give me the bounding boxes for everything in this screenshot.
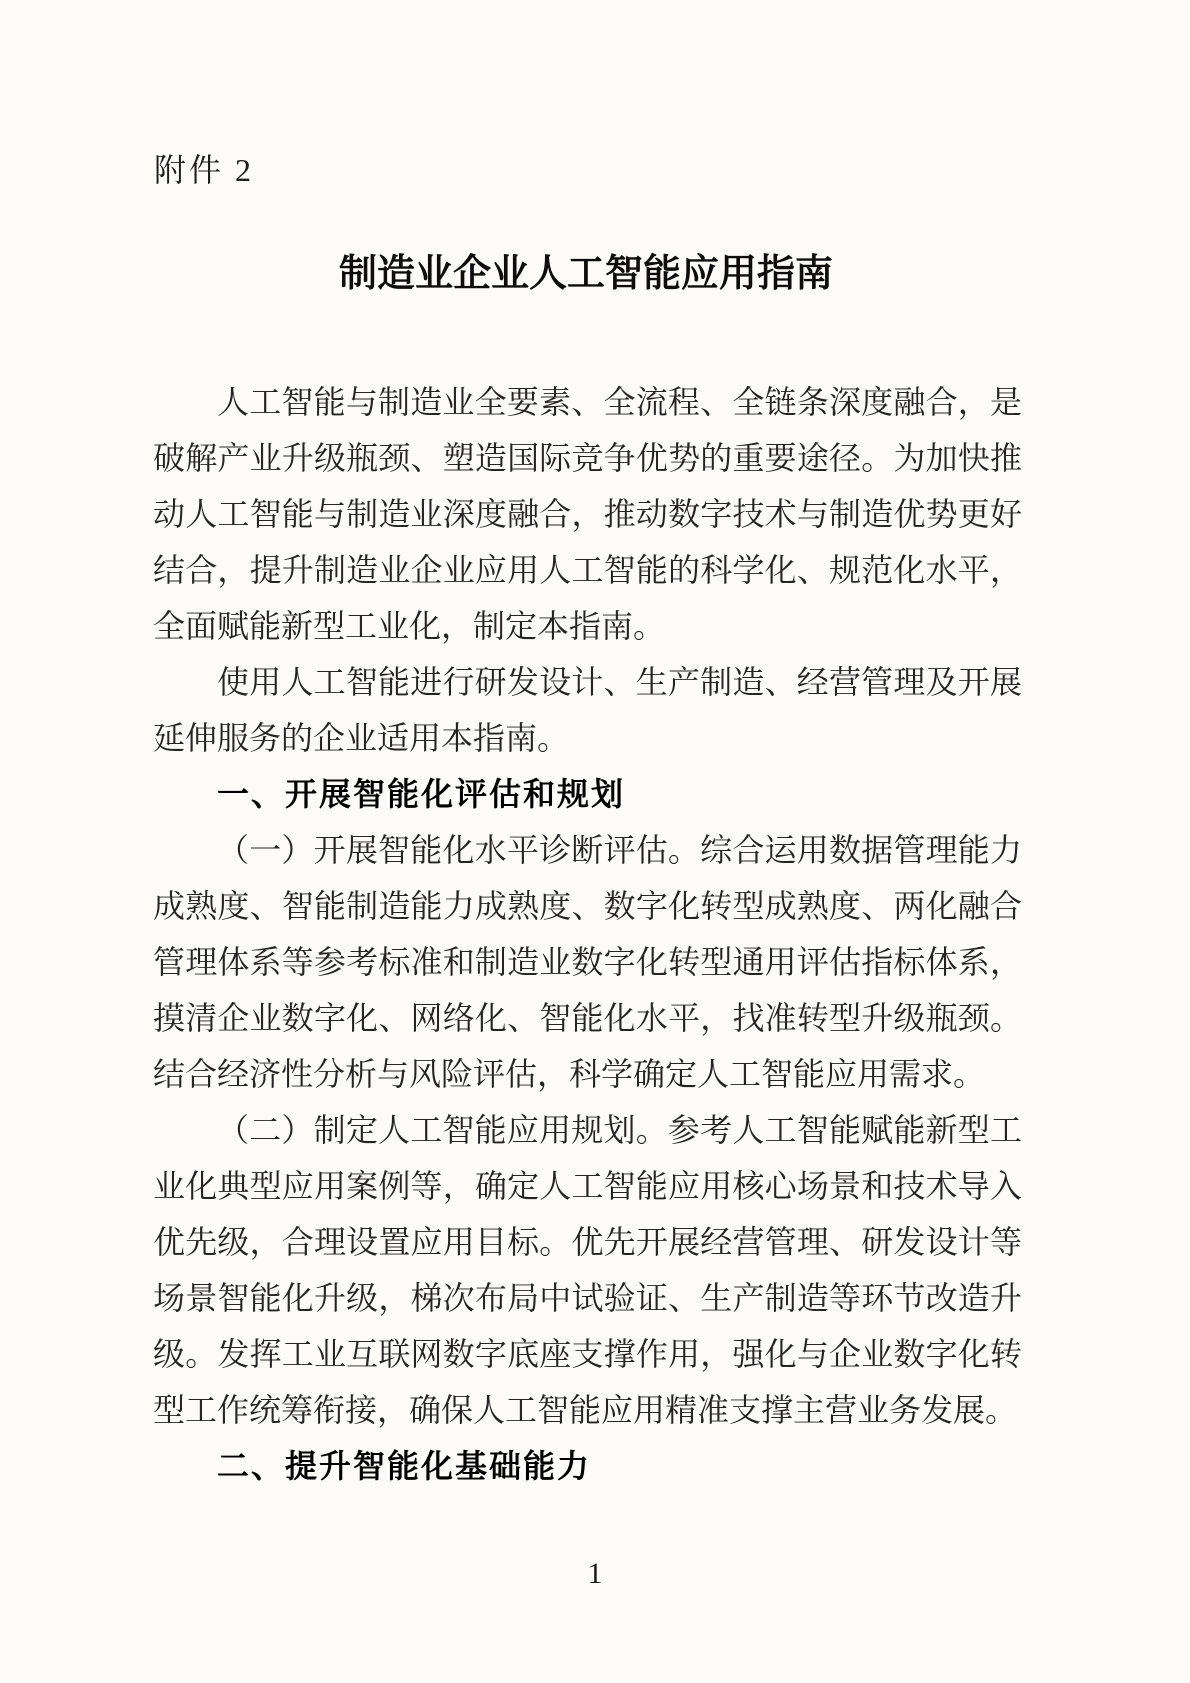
body-line: 全面赋能新型工业化，制定本指南。 xyxy=(153,608,666,644)
document-title: 制造业企业人工智能应用指南 xyxy=(338,253,833,295)
attachment-label: 附件 2 xyxy=(154,152,255,188)
body-line: （二）制定人工智能应用规划。参考人工智能赋能新型工 xyxy=(217,1112,1022,1148)
page-number: 1 xyxy=(587,1557,603,1590)
body-line: 动人工智能与制造业深度融合，推动数字技术与制造优势更好 xyxy=(153,496,1022,532)
body-line: 场景智能化升级，梯次布局中试验证、生产制造等环节改造升 xyxy=(153,1280,1022,1316)
body-line: 优先级，合理设置应用目标。优先开展经营管理、研发设计等 xyxy=(153,1224,1022,1260)
body-line: 人工智能与制造业全要素、全流程、全链条深度融合，是 xyxy=(217,384,1022,420)
body-line: 破解产业升级瓶颈、塑造国际竞争优势的重要途径。为加快推 xyxy=(153,440,1022,476)
body-line: 管理体系等参考标准和制造业数字化转型通用评估指标体系， xyxy=(153,944,1022,980)
document-body xyxy=(153,374,1022,1494)
body-line: 使用人工智能进行研发设计、生产制造、经营管理及开展 xyxy=(217,664,1022,700)
body-line: 成熟度、智能制造能力成熟度、数字化转型成熟度、两化融合 xyxy=(153,888,1022,924)
body-line: 摸清企业数字化、网络化、智能化水平，找准转型升级瓶颈。 xyxy=(153,1000,1022,1036)
body-line: 结合，提升制造业企业应用人工智能的科学化、规范化水平， xyxy=(153,552,1022,588)
body-line: 级。发挥工业互联网数字底座支撑作用，强化与企业数字化转 xyxy=(153,1336,1022,1372)
body-line: 结合经济性分析与风险评估，科学确定人工智能应用需求。 xyxy=(153,1056,986,1092)
body-line: 型工作统筹衔接，确保人工智能应用精准支撑主营业务发展。 xyxy=(153,1392,1018,1428)
section-heading: 二、提升智能化基础能力 xyxy=(217,1448,592,1484)
body-line: 延伸服务的企业适用本指南。 xyxy=(153,720,570,756)
body-line: 业化典型应用案例等，确定人工智能应用核心场景和技术导入 xyxy=(153,1168,1022,1204)
body-line: （一）开展智能化水平诊断评估。综合运用数据管理能力 xyxy=(217,832,1022,868)
section-heading: 一、开展智能化评估和规划 xyxy=(217,776,626,812)
